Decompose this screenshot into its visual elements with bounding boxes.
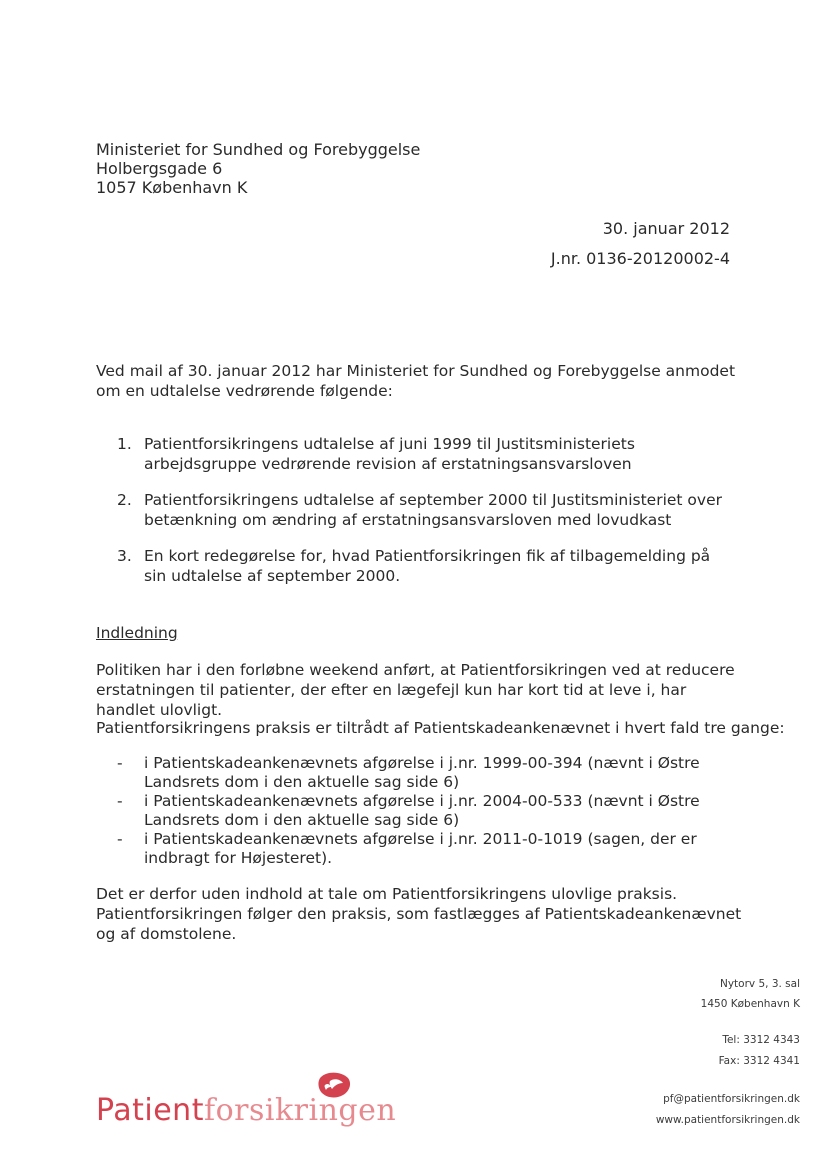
body-paragraph-1: Politiken har i den forløbne weekend anført, at Patientforsikringen ved at reducere erstatningen til patienter, der efter en lægefejl kun har kort tid at leve i, har handlet ulovligt. [96,661,735,719]
footer-address-line-2: 1450 København K [700,998,800,1010]
list-item-text: Patientforsikringens udtalelse af juni 1999 til Justitsministeriets arbejdsgruppe vedrørende revision af erstatningsansvarsloven [144,435,635,473]
recipient-line-3: 1057 København K [96,178,248,197]
dash-list-item [117,830,737,868]
list-item [117,546,737,586]
intro-paragraph: Ved mail af 30. januar 2012 har Ministeriet for Sundhed og Forebyggelse anmodet om en udtalelse vedrørende følgende: [96,362,736,400]
list-item-number: 2. [117,491,132,509]
footer-fax: Fax: 3312 4341 [718,1055,800,1067]
footer-address-line-1: Nytorv 5, 3. sal [719,978,800,990]
dash-list-text: i Patientskadeankenævnets afgørelse i j.nr. 2011-0-1019 (sagen, der er indbragt for Højesteret). [144,830,697,867]
dash-bullet: - [117,830,123,848]
footer-email[interactable]: pf@patientforsikringen.dk [663,1093,800,1105]
list-item-number: 3. [117,547,132,565]
body-paragraph-3: Det er derfor uden indhold at tale om Patientforsikringens ulovlige praksis. Patientforsikringen følger den praksis, som fastlægges af Patientskadeankenævnet og af domstolene. [96,885,742,943]
dash-list [117,754,737,868]
list-item [117,434,737,474]
dash-list-text: i Patientskadeankenævnets afgørelse i j.nr. 2004-00-533 (nævnt i Østre Landsrets dom i den aktuelle sag side 6) [144,792,700,829]
numbered-list [117,434,737,602]
dash-list-item [117,754,737,792]
body-paragraph-2: Patientforsikringens praksis er tiltrådt af Patientskadeankenævnet i hvert fald tre gange: [96,719,785,737]
recipient-address [96,140,420,197]
list-item-number: 1. [117,435,132,453]
dash-bullet: - [117,792,123,810]
dash-bullet: - [117,754,123,772]
logo-text-secondary: forsikringen [203,1093,397,1128]
dash-list-item [117,792,737,830]
footer-tel: Tel: 3312 4343 [722,1034,800,1046]
section-heading: Indledning [96,624,178,642]
recipient-line-2: Holbergsgade 6 [96,159,223,178]
company-logo [96,1093,396,1128]
footer-website[interactable]: www.patientforsikringen.dk [655,1114,800,1126]
list-item-text: Patientforsikringens udtalelse af september 2000 til Justitsministeriet over betænkning om ændring af erstatningsansvarsloven med lovudkast [144,491,722,529]
recipient-line-1: Ministeriet for Sundhed og Forebyggelse [96,140,421,159]
journal-number: J.nr. 0136-20120002-4 [550,249,730,268]
letter-date: 30. januar 2012 [602,219,730,238]
dash-list-text: i Patientskadeankenævnets afgørelse i j.nr. 1999-00-394 (nævnt i Østre Landsrets dom i den aktuelle sag side 6) [144,754,700,791]
logo-text-primary: Patient [96,1093,204,1128]
list-item-text: En kort redegørelse for, hvad Patientforsikringen fik af tilbagemelding på sin udtalelse af september 2000. [144,547,711,585]
list-item [117,490,737,530]
